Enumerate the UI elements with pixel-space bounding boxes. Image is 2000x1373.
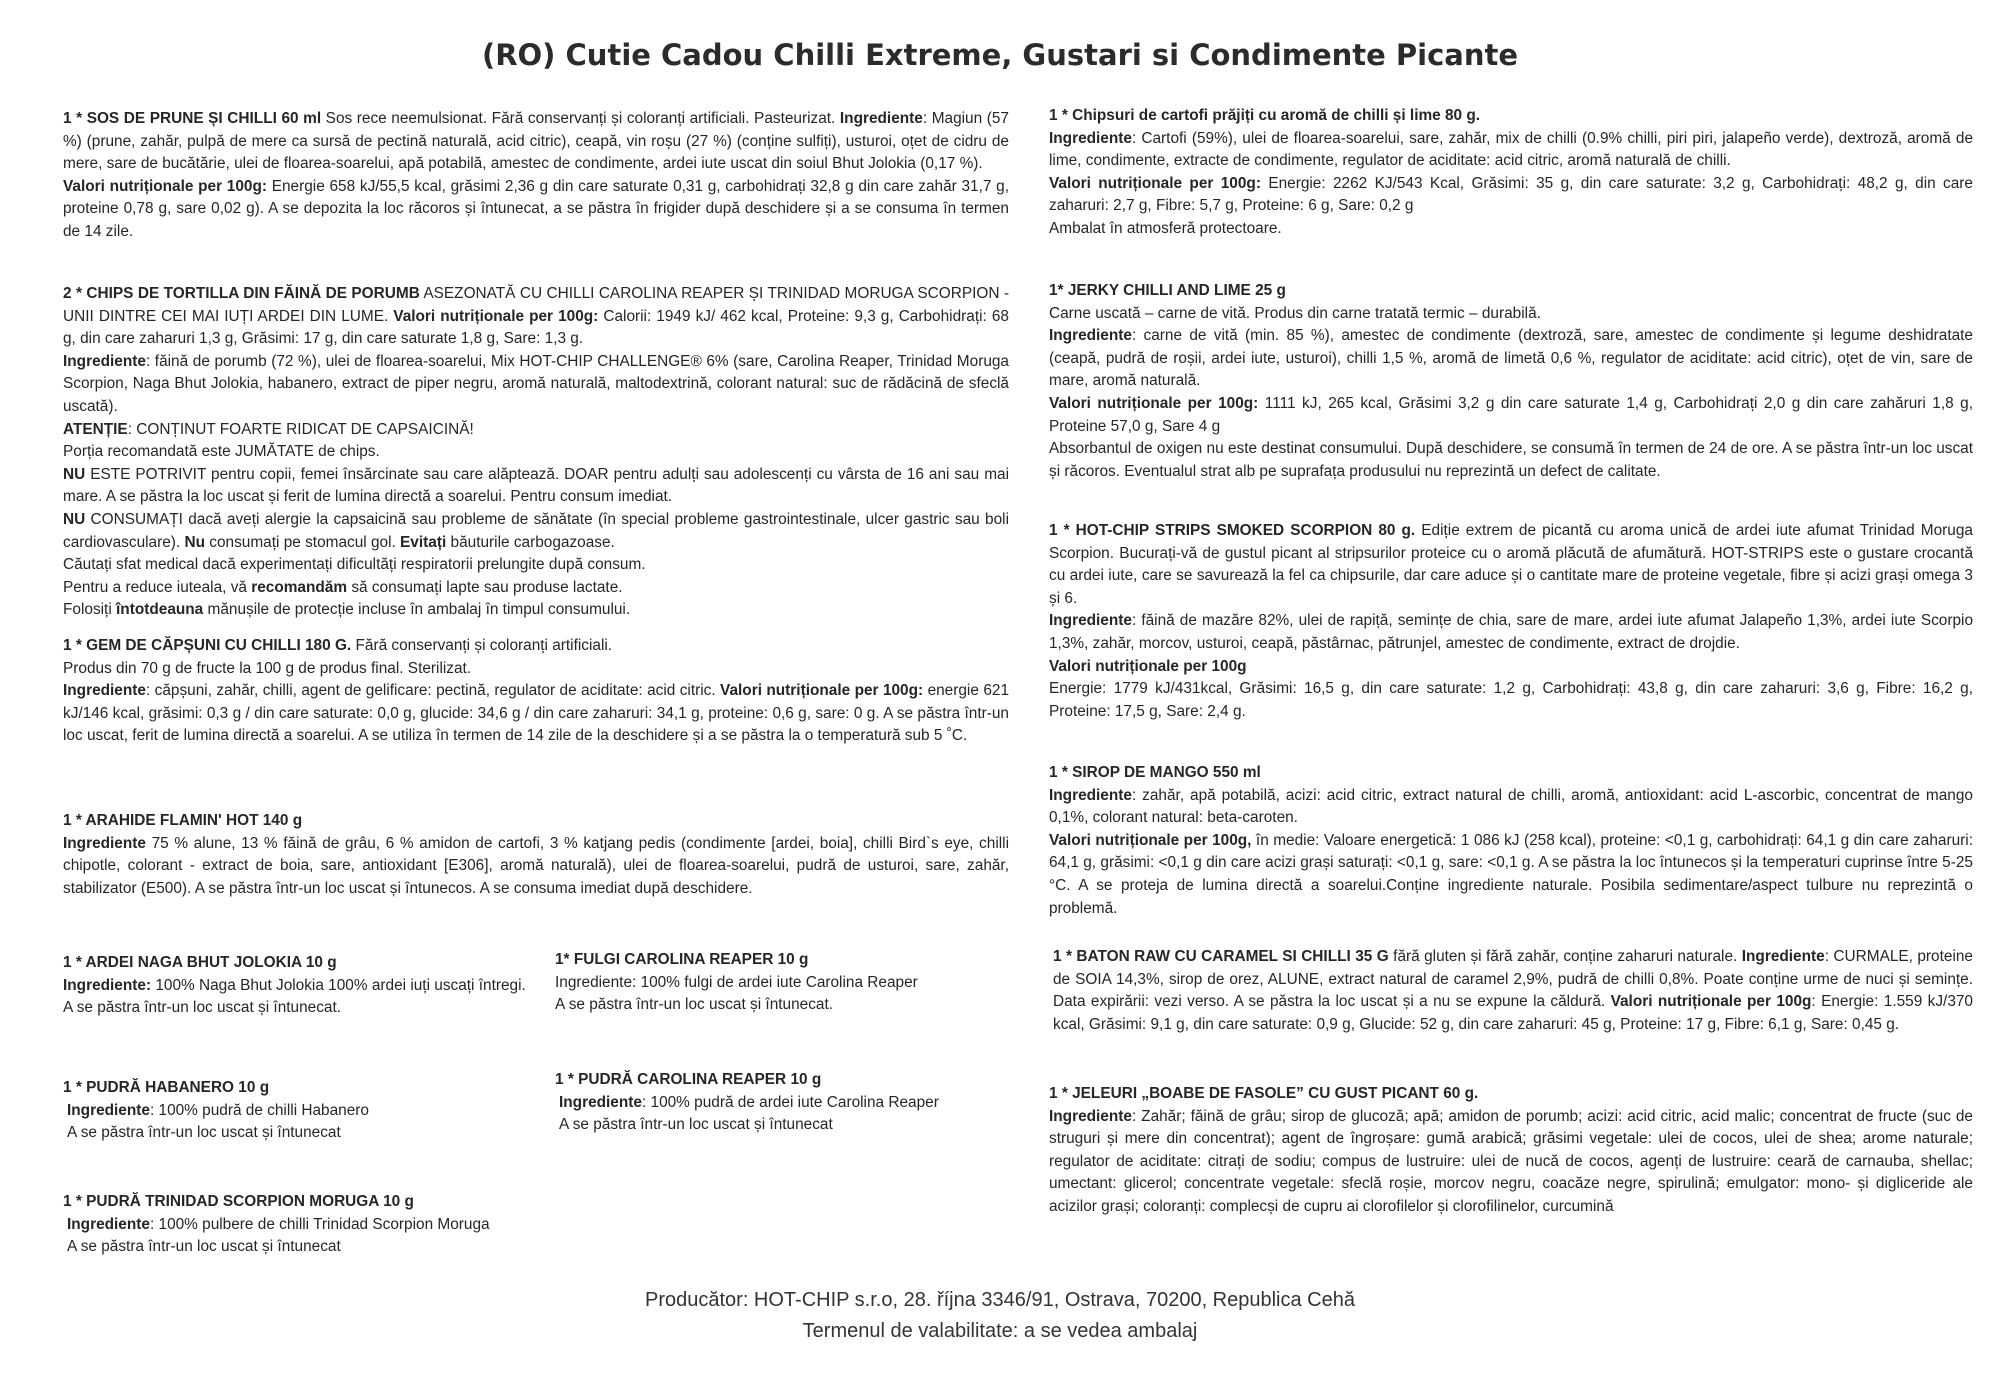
- product-raw-caramel-bar: 1 * BATON RAW CU CARAMEL SI CHILLI 35 G fără gluten și fără zahăr, conține zaharuri naturale. Ingrediente: CURMALE, proteine de SOIA 14,3%, sirop de orez, ALUNE, extract natural de caramel 2,9%, pudră de chilli 0,8%. Poate conține urme de nuci și semințe. Data expirării: vezi verso. A se păstra la loc uscat și a nu se expune la căldură. Valori nutriționale per 100g: Energie: 1.559 kJ/370 kcal, Grăsimi: 9,1 g, din care saturate: 0,9 g, Glucide: 52 g, din care zaharuri: 45 g, Proteine: 17 g, Fibre: 6,1 g, Sare: 0,45 g.: [1053, 948, 1973, 1033]
- product-trinidad-scorpion-powder: 1 * PUDRĂ TRINIDAD SCORPION MORUGA 10 g Ingrediente: 100% pulbere de chilli Trinidad Scorpion Moruga A se păstra într-un loc uscat și întunecat: [63, 1193, 490, 1256]
- page-title: (RO) Cutie Cadou Chilli Extreme, Gustari si Condimente Picante: [481, 38, 1519, 72]
- product-potato-chips-chilli-lime: 1 * Chipsuri de cartofi prăjiți cu aromă de chilli și lime 80 g. Ingrediente: Cartofi (59%), ulei de floarea-soarelui, sare, zahăr, mix de chilli (0.9% chilli, piri piri, jalapeño verde), dextroză, aromă de lime, condimente, extracte de condimente, regulator de aciditate: acid citric, aromă naturală de chilli. Valori nutriționale per 100g: Energie: 2262 KJ/543 Kcal, Grăsimi: 35 g, din care saturate: 3,2 g, Carbohidrați: 48,2 g, din care zaharuri: 2,7 g, Fibre: 5,7 g, Proteine: 6 g, Sare: 0,2 g Ambalat în atmosferă protectoare.: [1049, 107, 1973, 237]
- product-name: 1 * GEM DE CĂPȘUNI CU CHILLI 180 G.: [63, 637, 352, 654]
- product-hot-chip-strips: 1 * HOT-CHIP STRIPS SMOKED SCORPION 80 g. Ediție extrem de picantă cu aroma unică de ardei iute afumat Trinidad Moruga Scorpion. Bucurați-vă de gustul picant al stripsurilor proteice cu o aromă plăcută de afumătură. HOT-STRIPS este o gustare crocantă cu ardei iute, care se savurează la fel ca chipsurile, dar care aduce și o cantitate mare de proteine vegetale, fibre și acizi grași omega 3 și 6. Ingrediente: făină de mazăre 82%, ulei de rapiță, semințe de chia, sare de mare, ardei iute afumat Jalapeño 1,3%, ardei iute Scorpio 1,3%, zahăr, morcov, usturoi, ceapă, păstârnac, pătrunjel, amestec de condimente, extract de drojdie. Valori nutriționale per 100g Energie: 1779 kJ/431kcal, Grăsimi: 16,5 g, din care saturate: 1,2 g, Carbohidrați: 43,8 g, din care zaharuri: 3,6 g, Fibre: 16,2 g, Proteine: 17,5 g, Sare: 2,4 g.: [1049, 522, 1973, 720]
- product-name: 1 * PUDRĂ HABANERO 10 g: [63, 1079, 270, 1096]
- product-flamin-hot-peanuts: 1 * ARAHIDE FLAMIN' HOT 140 g Ingrediente 75 % alune, 13 % făină de grâu, 6 % amidon de cartofi, 3 % katjang pedis (condimente [ardei, boia], chilli Bird`s eye, chilli chipotle, colorant - extract de boia, sare, antioxidant [E306], aromă naturală), ulei de floarea-soarelui, pudră de usturoi, sare, zahăr, stabilizator (E500). A se păstra într-un loc uscat și întunecos. A se consuma imediat după deschidere.: [63, 812, 1009, 897]
- product-carolina-reaper-flakes: 1* FULGI CAROLINA REAPER 10 g Ingrediente: 100% fulgi de ardei iute Carolina Reaper A se păstra într-un loc uscat și întunecat.: [555, 951, 918, 1014]
- product-habanero-powder: 1 * PUDRĂ HABANERO 10 g Ingrediente: 100% pudră de chilli Habanero A se păstra într-un loc uscat și întunecat: [63, 1079, 369, 1142]
- product-tortilla-chips: 2 * CHIPS DE TORTILLA DIN FĂINĂ DE PORUMB ASEZONATĂ CU CHILLI CAROLINA REAPER ȘI TRINIDAD MORUGA SCORPION - UNII DINTRE CEI MAI IUȚI ARDEI DIN LUME. Valori nutriționale per 100g: Calorii: 1949 kJ/ 462 kcal, Proteine: 9,3 g, Carbohidrați: 68 g, din care zaharuri 1,3 g, Grăsimi: 17 g, din care saturate 1,8 g, Sare: 1,3 g. Ingrediente: făină de porumb (72 %), ulei de floarea-soarelui, Mix HOT-CHIP CHALLENGE® 6% (sare, Carolina Reaper, Trinidad Moruga Scorpion, Naga Bhut Jolokia, habanero, extract de piper negru, aromă naturală, maltodextrină, colorant natural: suc de rădăcină de sfeclă uscată). ATENȚIE: CONȚINUT FOARTE RIDICAT DE CAPSAICINĂ! Porția recomandată este JUMĂTATE de chips. NU ESTE POTRIVIT pentru copii, femei însărcinate sau care alăptează. DOAR pentru adulți sau adolescenți cu vârsta de 16 ani sau mai mare. A se păstra la loc uscat și ferit de lumina directă a soarelui. Pentru consum imediat. NU CONSUMAȚI dacă aveți alergie la capsaicină sau probleme de sănătate (în special probleme gastrointestinale, ulcer gastric sau boli cardiovasculare). Nu consumați pe stomacul gol. Evitați băuturile carbogazoase. Căutați sfat medical dacă experimentați dificultăți respiratorii prelungite după consum. Pentru a reduce iuteala, vă recomandăm să consumați lapte sau produse lactate. Folosiți întotdeauna mănușile de protecție incluse în ambalaj în timpul consumului.: [63, 285, 1009, 619]
- product-name: 1 * ARDEI NAGA BHUT JOLOKIA 10 g: [63, 954, 337, 971]
- validity-info: Termenul de valabilitate: a se vedea ambalaj: [802, 1320, 1198, 1342]
- product-name: 2 * CHIPS DE TORTILLA DIN FĂINĂ DE PORUMB: [63, 285, 420, 302]
- product-name: 1 * HOT-CHIP STRIPS SMOKED SCORPION 80 g.: [1049, 522, 1416, 539]
- product-carolina-reaper-powder: 1 * PUDRĂ CAROLINA REAPER 10 g Ingrediente: 100% pudră de ardei iute Carolina Reaper A se păstra într-un loc uscat și întunecat: [555, 1071, 939, 1134]
- producer-info: Producător: HOT-CHIP s.r.o, 28. října 3346/91, Ostrava, 70200, Republica Cehă: [644, 1289, 1355, 1311]
- product-plum-chilli-sauce: 1 * SOS DE PRUNE ȘI CHILLI 60 ml Sos rece neemulsionat. Fără conservanți și coloranți artificiali. Pasteurizat. Ingrediente: Magiun (57 %) (prune, zahăr, pulpă de mere ca sursă de pectină naturală, acid citric), ceapă, vin roșu (27 %) (conține sulfiți), usturoi, oțet de cidru de mere, sare de bucătărie, ulei de floarea-soarelui, apă potabilă, amestec de condimente, ardei iute uscat din soiul Bhut Jolokia (0,17 %). Valori nutriționale per 100g: Energie 658 kJ/55,5 kcal, grăsimi 2,36 g din care saturate 0,31 g, carbohidrați 32,8 g din care zahăr 31,7 g, proteine 0,78 g, sare 0,02 g). A se depozita la loc răcoros și întunecat, a se păstra în frigider după deschidere și a se consuma în termen de 14 zile.: [63, 110, 1009, 240]
- product-name: 1* JERKY CHILLI AND LIME 25 g: [1049, 282, 1286, 299]
- product-name: 1 * ARAHIDE FLAMIN' HOT 140 g: [63, 812, 303, 829]
- product-name: 1 * SOS DE PRUNE ȘI CHILLI 60 ml: [63, 110, 322, 127]
- product-naga-bhut-jolokia: 1 * ARDEI NAGA BHUT JOLOKIA 10 g Ingrediente: 100% Naga Bhut Jolokia 100% ardei iuți uscați întregi. A se păstra într-un loc uscat și întunecat.: [63, 954, 526, 1017]
- product-name: 1 * JELEURI „BOABE DE FASOLE” CU GUST PICANT 60 g.: [1049, 1085, 1479, 1102]
- product-name: 1 * SIROP DE MANGO 550 ml: [1049, 764, 1261, 781]
- product-name: 1 * Chipsuri de cartofi prăjiți cu aromă de chilli și lime 80 g.: [1049, 107, 1481, 124]
- product-name: 1* FULGI CAROLINA REAPER 10 g: [555, 951, 809, 968]
- product-jelly-beans: 1 * JELEURI „BOABE DE FASOLE” CU GUST PICANT 60 g. Ingrediente: Zahăr; făină de grâu; sirop de glucoză; apă; amidon de porumb; acizi: acid citric, acid malic; concentrat de fructe (suc de struguri și mere din concentrat); agent de îngroșare: gumă arabică; grăsimi vegetale: ulei de cocos, ulei de shea; arome naturale; regulator de aciditate: citrați de sodiu; compus de lustruire: ulei de nucă de cocos, agenți de lustruire: ceară de carnauba, shellac; umectant: glicerol; concentrate vegetale: sfeclă roșie, morcov negru, coacăze negre, spirulină; emulgator: mono- și digliceride ale acizilor grași; coloranți: complecși de cupru ai clorofilelor și clorofilinelor, curcumină: [1049, 1085, 1973, 1215]
- product-name: 1 * PUDRĂ TRINIDAD SCORPION MORUGA 10 g: [63, 1193, 414, 1210]
- product-strawberry-jam: 1 * GEM DE CĂPȘUNI CU CHILLI 180 G. Fără conservanți și coloranți artificiali. Produs din 70 g de fructe la 100 g de produs final. Sterilizat. Ingrediente: căpșuni, zahăr, chilli, agent de gelificare: pectină, regulator de aciditate: acid citric. Valori nutriționale per 100g: energie 621 kJ/146 kcal, grăsimi: 0,3 g / din care saturate: 0,0 g, glucide: 34,6 g / din care zaharuri: 34,1 g, proteine: 0,6 g, sare: 0 g. A se păstra într-un loc uscat, ferit de lumina directă a soarelui. A se utiliza în termen de 14 zile de la deschidere și a se păstra la o temperatură sub 5 ˚C.: [63, 637, 1009, 745]
- product-mango-syrup: 1 * SIROP DE MANGO 550 ml Ingrediente: zahăr, apă potabilă, acizi: acid citric, extract natural de chilli, aromă, antioxidant: acid L-ascorbic, concentrat de mango 0,1%, colorant natural: beta-caroten. Valori nutriționale per 100g, în medie: Valoare energetică: 1 086 kJ (258 kcal), proteine: <0,1 g, carbohidrați: 64,1 g din care zaharuri: 64,1 g, grăsimi: <0,1 g din care acizi grași saturați: <0,1 g, sare: <0,1 g. A se păstra la loc întunecos și la temperaturi cuprinse între 5-25 °C. A se proteja de lumina directă a soarelui.Conține ingrediente naturale. Posibila sedimentare/aspect tulbure nu reprezintă o problemă.: [1049, 764, 1973, 917]
- product-name: 1 * BATON RAW CU CARAMEL SI CHILLI 35 G: [1053, 948, 1389, 965]
- product-name: 1 * PUDRĂ CAROLINA REAPER 10 g: [555, 1071, 822, 1088]
- product-jerky-chilli-lime: 1* JERKY CHILLI AND LIME 25 g Carne uscată – carne de vită. Produs din carne tratată termic – durabilă. Ingrediente: carne de vită (min. 85 %), amestec de condimente (dextroză, sare, amestec de condimente și legume deshidratate (ceapă, pudră de roșii, ardei iute, usturoi), chilli 1,5 %, aromă de limetă 0,6 %, regulator de aciditate: acid citric), oțet de vin, sare de mare, aromă naturală. Valori nutriționale per 100g: 1111 kJ, 265 kcal, Grăsimi 3,2 g din care saturate 1,4 g, Carbohidrați 2,0 g din care zahăruri 1,8 g, Proteine 57,0 g, Sare 4 g Absorbantul de oxigen nu este destinat consumului. După deschidere, se consumă în termen de 24 de ore. A se păstra într-un loc uscat și răcoros. Eventualul strat alb pe suprafața produsului nu reprezintă un defect de calitate.: [1049, 282, 1973, 480]
